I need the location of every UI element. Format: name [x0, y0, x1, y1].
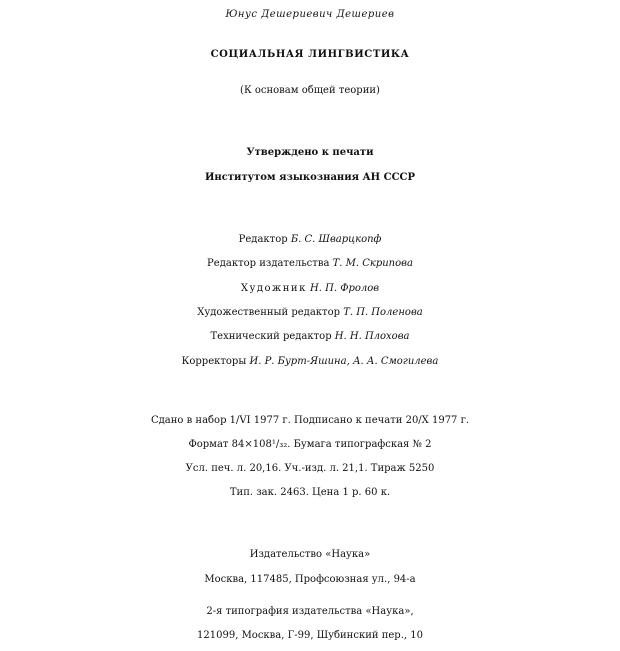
printhouse-name: 2-я типография издательства «Наука»,: [206, 606, 414, 617]
staff-art-editor: [0, 302, 620, 324]
staff-role: Технический редактор: [210, 331, 332, 342]
printing-line-2: Формат 84×108¹/₃₂. Бумага типографская № 2: [188, 439, 432, 450]
book-title: СОЦИАЛЬНАЯ ЛИНГВИСТИКА: [210, 49, 410, 60]
author-name: Юнус Дешериевич Дешериев: [225, 9, 395, 20]
staff-role: Художественный редактор: [197, 307, 341, 318]
publisher-name: Издательство «Наука»: [249, 549, 371, 560]
staff-tech-editor: [0, 326, 620, 348]
printing-line-3: Усл. печ. л. 20,16. Уч.-изд. л. 21,1. Тираж 5250: [185, 463, 435, 474]
staff-name: Н. Н. Плохова: [334, 331, 410, 342]
staff-name: И. Р. Бурт-Яшина, А. А. Смогилева: [249, 356, 439, 367]
approval-line-1: Утверждено к печати: [246, 147, 374, 158]
staff-name: Б. С. Шварцкопф: [290, 234, 382, 245]
staff-correctors: [0, 351, 620, 373]
staff-artist: [0, 278, 620, 300]
staff-role: Редактор: [238, 234, 288, 245]
staff-role: Редактор издательства: [207, 258, 330, 269]
book-subtitle: (К основам общей теории): [240, 85, 380, 96]
printing-line-1: Сдано в набор 1/VI 1977 г. Подписано к печати 20/X 1977 г.: [150, 415, 470, 426]
approval-line-2: Институтом языкознания АН СССР: [204, 172, 416, 183]
staff-role: Корректоры: [181, 356, 247, 367]
staff-role: Художник: [240, 283, 307, 294]
publisher-address: Москва, 117485, Профсоюзная ул., 94-а: [204, 574, 416, 585]
staff-name: Т. М. Скрипова: [332, 258, 413, 269]
staff-name: Т. П. Поленова: [343, 307, 423, 318]
printhouse-address: 121099, Москва, Г-99, Шубинский пер., 10: [197, 630, 423, 641]
staff-publisher-editor: [0, 253, 620, 275]
staff-editor: [0, 229, 620, 251]
printing-line-4: Тип. зак. 2463. Цена 1 р. 60 к.: [229, 487, 391, 498]
staff-name: Н. П. Фролов: [310, 283, 380, 294]
